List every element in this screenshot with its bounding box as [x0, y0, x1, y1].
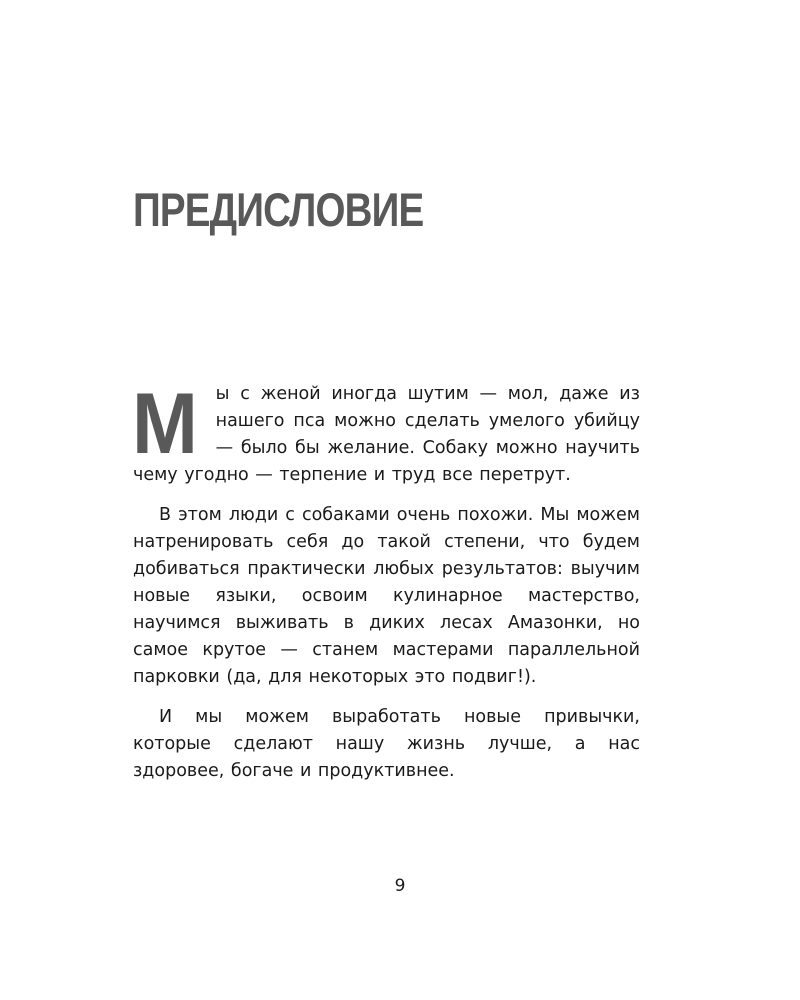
body-text — [132, 376, 640, 785]
paragraph-2-text: В этом люди с собаками очень похожи. Мы можем натренировать себя до такой степени, что будем добиваться практически любых результатов: выучим новые языки, освоим кулинарное мастерство, научимся выживать в диких лесах Амазонки, но самое крутое — станем мастерами параллельной парковки (да, для некоторых это подвиг!). — [133, 505, 640, 687]
paragraph-3 — [133, 704, 640, 785]
drop-cap: М — [132, 376, 198, 472]
paragraph-2 — [133, 502, 640, 691]
page-number: 9 — [394, 876, 406, 896]
paragraph-3-text: И мы можем выработать новые привычки, которые сделают нашу жизнь лучше, а нас здоровее, богаче и продуктивнее. — [133, 707, 640, 781]
paragraph-1 — [132, 376, 640, 489]
paragraph-1-text: ы с женой иногда шутим — мол, даже из нашего пса можно сделать умелого убийцу — было бы желание. Собаку можно научить чему угодно — терпение и труд все перетрут. — [133, 384, 640, 485]
chapter-title: ПРЕДИСЛОВИЕ — [133, 183, 424, 236]
